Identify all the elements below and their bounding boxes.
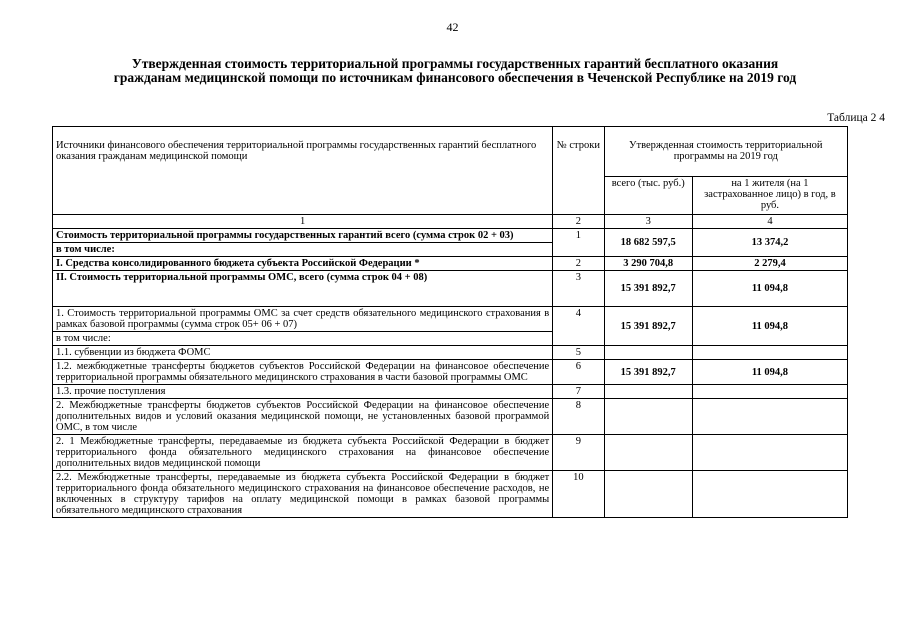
- header-total: всего (тыс. руб.): [604, 177, 692, 215]
- title-line-1: Утвержденная стоимость территориальной программы государственных гарантий бесплатного оказания: [131, 56, 779, 71]
- table-row: [53, 307, 848, 332]
- row-total: 15 391 892,7: [604, 307, 692, 346]
- column-number: 2: [553, 215, 604, 229]
- row-per-capita: 13 374,2: [692, 229, 847, 257]
- row-per-capita: 11 094,8: [692, 360, 847, 385]
- table-row: [53, 257, 848, 271]
- row-total: [604, 346, 692, 360]
- row-number: 7: [553, 385, 604, 399]
- table-row: [53, 360, 848, 385]
- row-total: [604, 385, 692, 399]
- row-per-capita: 11 094,8: [692, 307, 847, 346]
- table-row: [53, 271, 848, 307]
- header-row: [53, 127, 848, 177]
- table-row: [53, 471, 848, 518]
- header-source: Источники финансового обеспечения территориальной программы государственных гарантий бесплатного оказания гражданам медицинской помощи: [53, 127, 553, 215]
- column-numbers-row: [53, 215, 848, 229]
- column-number: 4: [692, 215, 847, 229]
- table-row: [53, 385, 848, 399]
- row-text: II. Стоимость территориальной программы ОМС, всего (сумма строк 04 + 08): [53, 271, 553, 307]
- financing-table: [52, 126, 848, 518]
- row-per-capita: [692, 399, 847, 435]
- table-row: [53, 435, 848, 471]
- row-text: 1.2. межбюджетные трансферты бюджетов субъектов Российской Федерации на финансовое обеспечение территориальной программы обязательного медицинского страхования в части базовой программы ОМС: [53, 360, 553, 385]
- table-row: [53, 346, 848, 360]
- row-text: 2. 1 Межбюджетные трансферты, передаваемые из бюджета субъекта Российской Федерации в бюджет территориального фонда обязательного медицинского страхования на финансовое обеспечение дополнительных видов медицинской помощи: [53, 435, 553, 471]
- column-number: 3: [604, 215, 692, 229]
- row-number: 3: [553, 271, 604, 307]
- table-row: [53, 399, 848, 435]
- row-per-capita: [692, 346, 847, 360]
- row-text: I. Средства консолидированного бюджета субъекта Российской Федерации *: [53, 257, 553, 271]
- row-text: 1. Стоимость территориальной программы ОМС за счет средств обязательного медицинского страхования в рамках базовой программы (сумма строк 05+ 06 + 07): [53, 307, 553, 332]
- row-number: 8: [553, 399, 604, 435]
- title-line-2: гражданам медицинской помощи по источникам финансового обеспечения в Чеченской Республике на 2019 год: [113, 70, 797, 85]
- table-row: [53, 229, 848, 243]
- header-per-capita: на 1 жителя (на 1 застрахованное лицо) в год, в руб.: [692, 177, 847, 215]
- row-text: 1.3. прочие поступления: [53, 385, 553, 399]
- row-number: 4: [553, 307, 604, 346]
- row-number: 6: [553, 360, 604, 385]
- row-text: в том числе:: [53, 243, 553, 257]
- row-total: 18 682 597,5: [604, 229, 692, 257]
- table-label: Таблица 2 4: [827, 112, 885, 124]
- row-text: 1.1. субвенции из бюджета ФОМС: [53, 346, 553, 360]
- row-text: 2. Межбюджетные трансферты бюджетов субъектов Российской Федерации на финансовое обеспечение дополнительных видов и условий оказания медицинской помощи, не установленных базовой программой ОМС, в том числе: [53, 399, 553, 435]
- row-per-capita: 11 094,8: [692, 271, 847, 307]
- row-total: 15 391 892,7: [604, 360, 692, 385]
- header-approved: Утвержденная стоимость территориальной программы на 2019 год: [604, 127, 847, 177]
- row-text: 2.2. Межбюджетные трансферты, передаваемые из бюджета субъекта Российской Федерации в бюджет территориального фонда обязательного медицинского страхования на финансовое обеспечение расходов, не включенных в структуру тарифов на оплату медицинской помощи в рамках базовой программы обязательного медицинского страхования: [53, 471, 553, 518]
- row-number: 5: [553, 346, 604, 360]
- header-row-no: № строки: [553, 127, 604, 215]
- row-per-capita: [692, 471, 847, 518]
- row-number: 10: [553, 471, 604, 518]
- row-number: 9: [553, 435, 604, 471]
- row-number: 2: [553, 257, 604, 271]
- document-title: [40, 57, 870, 85]
- row-total: [604, 471, 692, 518]
- row-per-capita: 2 279,4: [692, 257, 847, 271]
- row-per-capita: [692, 435, 847, 471]
- column-number: 1: [53, 215, 553, 229]
- row-total: 15 391 892,7: [604, 271, 692, 307]
- page-number: 42: [446, 20, 459, 34]
- row-text: в том числе:: [53, 332, 553, 346]
- row-text: Стоимость территориальной программы государственных гарантий всего (сумма строк 02 + 03): [53, 229, 553, 243]
- row-total: [604, 399, 692, 435]
- row-total: 3 290 704,8: [604, 257, 692, 271]
- row-per-capita: [692, 385, 847, 399]
- row-total: [604, 435, 692, 471]
- row-number: 1: [553, 229, 604, 257]
